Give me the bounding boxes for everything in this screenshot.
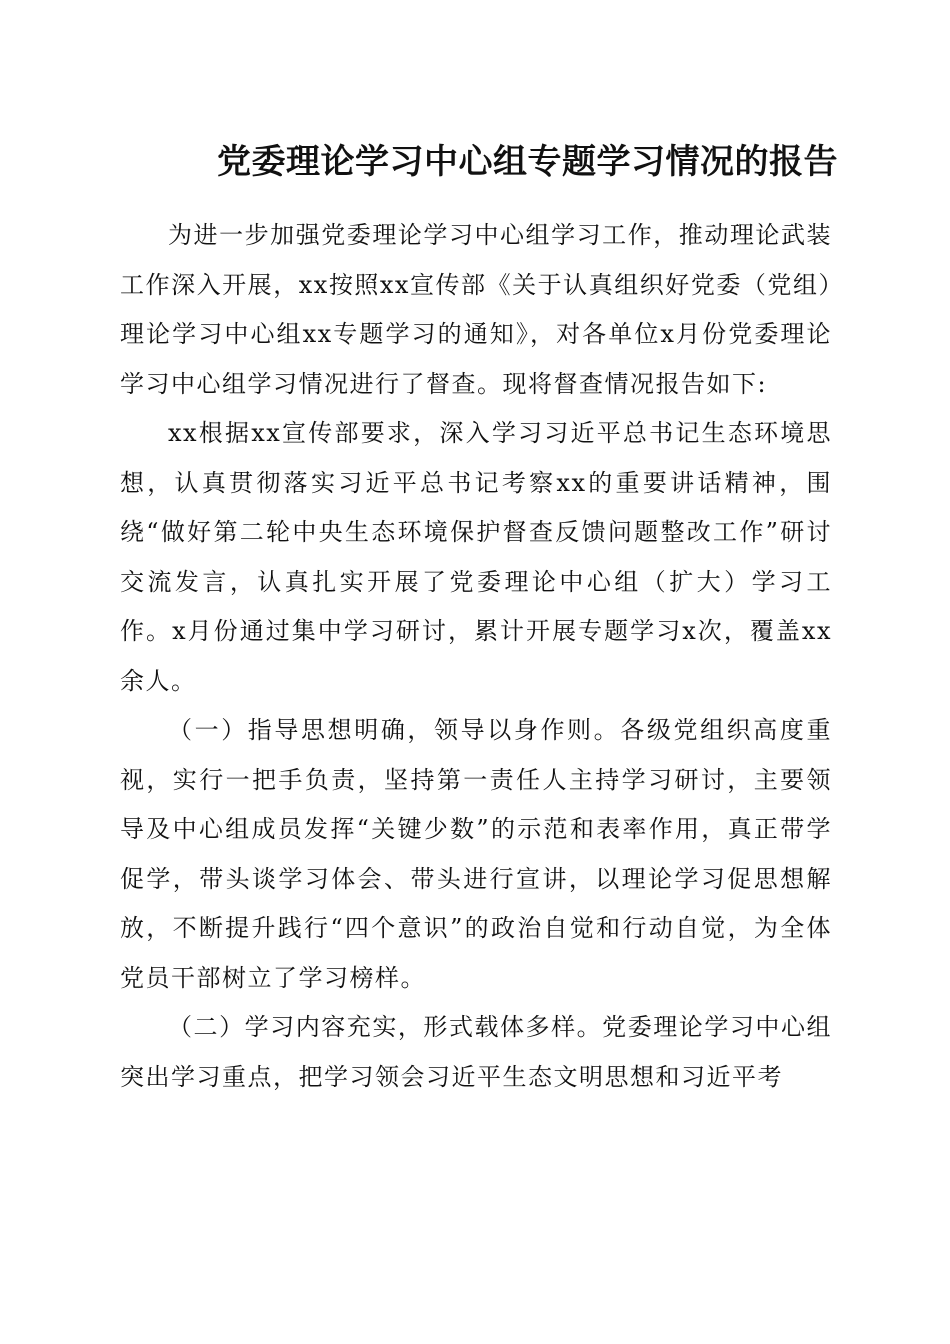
paragraph-section-one: （一）指导思想明确，领导以身作则。各级党组织高度重视，实行一把手负责，坚持第一责任人主持学习研讨，主要领导及中心组成员发挥“关键少数”的示范和表率作用，真正带学促学，带头谈学习体会、带头进行宣讲，以理论学习促思想解放，不断提升践行“四个意识”的政治自觉和行动自觉，为全体党员干部树立了学习榜样。 <box>120 716 832 992</box>
document-title: 党委理论学习中心组专题学习情况的报告 <box>217 142 838 182</box>
paragraph-section-two: （二）学习内容充实，形式载体多样。党委理论学习中心组突出学习重点，把学习领会习近平生态文明思想和习近平考 <box>120 1013 832 1091</box>
paragraph-overview: xx根据xx宣传部要求，深入学习习近平总书记生态环境思想，认真贯彻落实习近平总书记考察xx的重要讲话精神，围绕“做好第二轮中央生态环境保护督查反馈问题整改工作”研讨交流发言，认真扎实开展了党委理论中心组（扩大）学习工作。x月份通过集中学习研讨，累计开展专题学习x次，覆盖xx余人。 <box>120 419 832 695</box>
document-body <box>120 211 832 1102</box>
paragraph-intro: 为进一步加强党委理论学习中心组学习工作，推动理论武装工作深入开展，xx按照xx宣传部《关于认真组织好党委（党组）理论学习中心组xx专题学习的通知》，对各单位x月份党委理论学习中心组学习情况进行了督查。现将督查情况报告如下: <box>120 221 832 398</box>
